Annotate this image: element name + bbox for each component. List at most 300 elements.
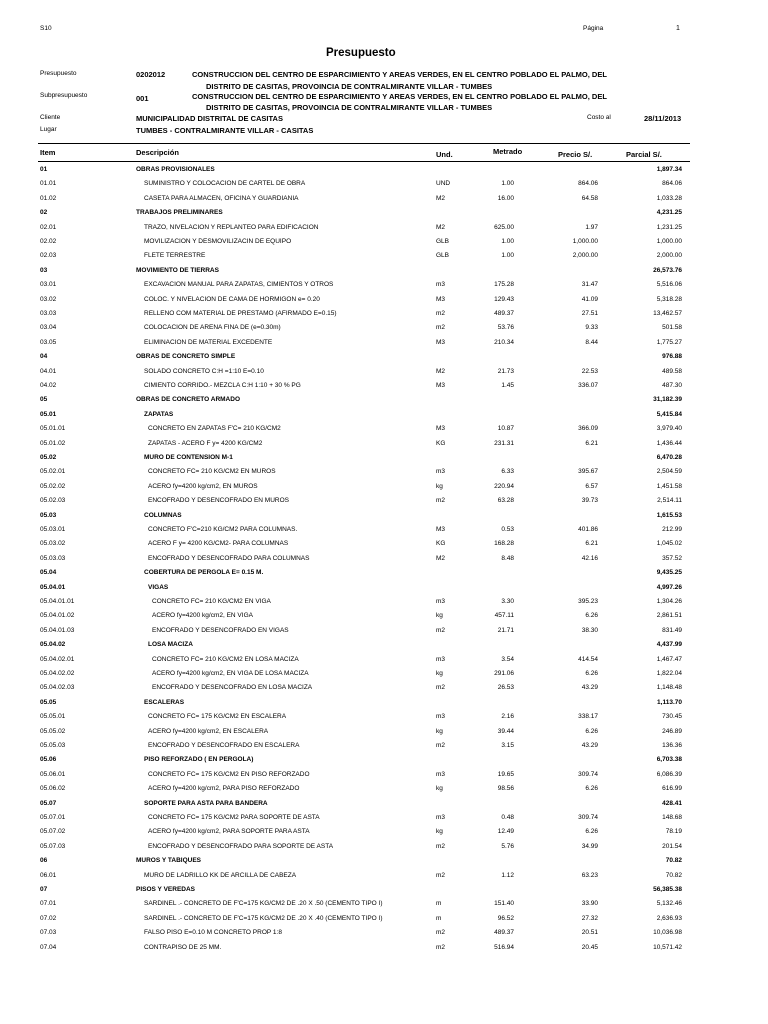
row-parcial: 2,504.59 — [656, 468, 682, 476]
table-row — [0, 653, 768, 667]
row-parcial: 1,113.70 — [657, 698, 682, 706]
row-description: OBRAS PROVISIONALES — [136, 166, 215, 173]
table-group-row — [0, 393, 768, 407]
row-unit: M2 — [436, 194, 446, 202]
row-unit: kg — [436, 785, 443, 793]
row-description: CONCRETO FC= 175 KG/CM2 EN PISO REFORZADO — [148, 770, 310, 778]
col-header-parcial: Parcial S/. — [626, 150, 662, 159]
row-parcial: 616.99 — [662, 785, 682, 793]
row-precio: 43.29 — [581, 742, 598, 749]
row-metrado: 63.28 — [497, 497, 514, 505]
table-row — [0, 480, 768, 494]
row-item-code: 04.02 — [40, 382, 57, 389]
row-item-code: 07.04 — [40, 943, 57, 951]
row-item-code: 03.04 — [40, 324, 57, 332]
row-unit: M3 — [436, 382, 446, 389]
row-parcial: 1,775.27 — [656, 338, 682, 346]
row-unit: GLB — [436, 252, 450, 260]
row-description: MUROS Y TABIQUES — [136, 857, 202, 865]
row-unit: m — [436, 914, 442, 922]
table-group-row — [0, 854, 768, 868]
row-item-code: 05.02.01 — [40, 468, 66, 476]
row-metrado: 1.00 — [501, 180, 514, 188]
row-description: ENCOFRADO Y DESENCOFRADO PARA SOPORTE DE ASTA — [148, 842, 334, 850]
row-item-code: 06 — [40, 857, 48, 865]
presupuesto-label: Presupuesto — [40, 70, 77, 77]
row-description: PISO REFORZADO ( EN PERGOLA) — [144, 756, 254, 764]
row-metrado: 231.31 — [494, 439, 514, 447]
row-parcial: 1,822.04 — [656, 670, 682, 677]
table-row — [0, 681, 768, 695]
row-precio: 63.23 — [581, 871, 598, 879]
row-metrado: 2.16 — [501, 713, 514, 721]
row-item-code: 05.05.01 — [40, 713, 66, 721]
row-unit: GLB — [436, 238, 450, 245]
table-row — [0, 379, 768, 393]
row-item-code: 05.02.02 — [40, 482, 66, 490]
col-header-precio: Precio S/. — [558, 150, 593, 159]
row-metrado: 5.76 — [501, 842, 514, 850]
row-unit: m2 — [436, 742, 446, 749]
row-unit: M2 — [436, 367, 446, 375]
row-item-code: 05 — [40, 396, 48, 404]
row-unit: M3 — [436, 338, 446, 346]
row-parcial: 56,385.38 — [653, 886, 682, 893]
table-group-row — [0, 206, 768, 220]
row-parcial: 148.68 — [662, 814, 682, 821]
row-item-code: 02.02 — [40, 238, 57, 245]
row-item-code: 05.02 — [40, 454, 57, 461]
row-parcial: 3,979.40 — [656, 425, 682, 433]
row-item-code: 03.03 — [40, 310, 57, 317]
row-precio: 9.33 — [585, 324, 598, 332]
row-item-code: 05.07 — [40, 799, 57, 807]
row-item-code: 03 — [40, 266, 48, 274]
row-precio: 1.97 — [585, 223, 598, 231]
row-metrado: 1.12 — [501, 871, 514, 879]
row-description: ACERO F y= 4200 KG/CM2- PARA COLUMNAS — [148, 540, 289, 548]
row-item-code: 05.04.02.01 — [40, 655, 75, 663]
table-row — [0, 840, 768, 854]
row-parcial: 831.49 — [662, 626, 682, 634]
row-precio: 41.09 — [581, 295, 598, 303]
row-description: CONCRETO FC= 175 KG/CM2 EN ESCALERA — [148, 713, 287, 721]
row-parcial: 501.58 — [662, 324, 682, 332]
row-precio: 6.26 — [585, 785, 598, 793]
table-row — [0, 725, 768, 739]
row-item-code: 05.04.02.02 — [40, 670, 75, 677]
presupuesto-desc-line1: CONSTRUCCION DEL CENTRO DE ESPARCIMIENTO Y AREAS VERDES, EN EL CENTRO POBLADO EL PALMO, DEL — [192, 70, 607, 79]
col-header-und: Und. — [436, 150, 453, 159]
row-description: ELIMINACION DE MATERIAL EXCEDENTE — [144, 338, 273, 346]
table-row — [0, 552, 768, 566]
row-parcial: 5,132.46 — [656, 900, 682, 908]
row-precio: 27.32 — [581, 914, 598, 922]
table-group-row — [0, 883, 768, 897]
row-metrado: 151.40 — [494, 900, 514, 908]
row-description: COBERTURA DE PERGOLA E= 0.15 M. — [144, 569, 264, 577]
page-number: 1 — [676, 25, 680, 32]
row-description: MURO DE LADRILLO KK DE ARCILLA DE CABEZA — [144, 871, 297, 879]
row-description: ZAPATAS — [144, 410, 174, 418]
row-metrado: 98.56 — [497, 785, 514, 793]
row-parcial: 976.88 — [662, 353, 682, 361]
table-row — [0, 595, 768, 609]
row-parcial: 212.99 — [662, 526, 682, 533]
subpresupuesto-label: Subpresupuesto — [40, 92, 88, 99]
row-item-code: 02.03 — [40, 252, 57, 260]
row-unit: m2 — [436, 929, 446, 937]
table-group-row — [0, 509, 768, 523]
row-unit: m3 — [436, 713, 446, 721]
table-group-row — [0, 408, 768, 422]
row-precio: 395.67 — [578, 468, 598, 476]
row-description: ZAPATAS - ACERO F y= 4200 KG/CM2 — [148, 439, 263, 447]
row-description: CONCRETO FC= 210 KG/CM2 EN VIGA — [152, 598, 271, 605]
row-unit: m3 — [436, 814, 446, 821]
row-precio: 33.90 — [581, 900, 598, 908]
row-parcial: 10,571.42 — [653, 943, 682, 951]
row-parcial: 864.06 — [662, 180, 682, 188]
table-row — [0, 465, 768, 479]
table-group-row — [0, 797, 768, 811]
row-parcial: 5,516.06 — [656, 281, 682, 289]
row-precio: 6.57 — [585, 482, 598, 490]
row-precio: 864.06 — [578, 180, 598, 188]
row-description: ENCOFRADO Y DESENCOFRADO EN LOSA MACIZA — [152, 684, 313, 692]
row-unit: m3 — [436, 655, 446, 663]
row-description: CIMIENTO CORRIDO.- MEZCLA C:H 1:10 + 30 % PG — [144, 382, 301, 389]
table-row — [0, 739, 768, 753]
table-row — [0, 321, 768, 335]
row-parcial: 2,514.11 — [657, 497, 682, 505]
row-description: TRABAJOS PRELIMINARES — [136, 209, 223, 217]
row-item-code: 07.01 — [40, 900, 57, 908]
row-precio: 2,000.00 — [572, 252, 598, 260]
row-metrado: 3.30 — [501, 598, 514, 605]
row-precio: 366.09 — [578, 425, 598, 433]
row-item-code: 05.07.03 — [40, 842, 66, 850]
row-metrado: 516.94 — [494, 943, 514, 951]
row-unit: m2 — [436, 842, 446, 850]
row-description: OBRAS DE CONCRETO ARMADO — [136, 396, 241, 404]
row-description: CONCRETO F'C=210 KG/CM2 PARA COLUMNAS. — [148, 526, 298, 533]
row-description: ENCOFRADO Y DESENCOFRADO EN VIGAS — [152, 626, 289, 634]
row-unit: KG — [436, 540, 446, 548]
row-description: SOLADO CONCRETO C:H =1:10 E=0.10 — [144, 367, 264, 375]
row-item-code: 05.04.01 — [40, 583, 66, 591]
row-parcial: 4,231.25 — [656, 209, 682, 217]
table-row — [0, 235, 768, 249]
subpresupuesto-desc-line2: DISTRITO DE CASITAS, PROVOINCIA DE CONTRALMIRANTE VILLAR - TUMBES — [206, 103, 493, 112]
row-description: ACERO fy=4200 kg/cm2, EN MUROS — [148, 482, 258, 490]
row-precio: 414.54 — [578, 655, 598, 663]
row-precio: 336.07 — [578, 382, 598, 389]
row-description: CASETA PARA ALMACEN, OFICINA Y GUARDIANIA — [144, 194, 299, 202]
row-item-code: 05.04 — [40, 569, 57, 577]
row-precio: 22.53 — [581, 367, 598, 375]
row-item-code: 05.04.01.02 — [40, 612, 75, 620]
subpresupuesto-desc-line1: CONSTRUCCION DEL CENTRO DE ESPARCIMIENTO Y AREAS VERDES, EN EL CENTRO POBLADO EL PALMO, DEL — [192, 92, 607, 101]
row-item-code: 03.01 — [40, 281, 57, 289]
row-item-code: 05.07.01 — [40, 814, 66, 821]
col-header-descripcion: Descripción — [136, 148, 179, 157]
presupuesto-desc-line2: DISTRITO DE CASITAS, PROVOINCIA DE CONTRALMIRANTE VILLAR - TUMBES — [206, 82, 493, 91]
row-unit: M3 — [436, 425, 446, 433]
row-metrado: 39.44 — [497, 727, 514, 735]
row-description: EXCAVACION MANUAL PARA ZAPATAS, CIMIENTOS Y OTROS — [144, 281, 334, 289]
row-description: ENCOFRADO Y DESENCOFRADO EN ESCALERA — [148, 742, 300, 749]
table-row — [0, 869, 768, 883]
row-metrado: 457.11 — [494, 612, 514, 620]
table-header-top-rule — [38, 143, 690, 144]
cliente-value: MUNICIPALIDAD DISTRITAL DE CASITAS — [136, 114, 283, 123]
row-unit: M2 — [436, 554, 446, 562]
table-group-row — [0, 696, 768, 710]
row-metrado: 3.15 — [501, 742, 514, 749]
row-precio: 31.47 — [581, 281, 598, 289]
row-parcial: 1,436.44 — [656, 439, 682, 447]
row-parcial: 31,182.39 — [653, 396, 682, 404]
row-parcial: 1,451.58 — [656, 482, 682, 490]
table-group-row — [0, 451, 768, 465]
lugar-label: Lugar — [40, 126, 57, 133]
col-header-metrado: Metrado — [493, 147, 523, 156]
row-metrado: 1.00 — [501, 238, 514, 245]
row-metrado: 19.65 — [497, 770, 514, 778]
lugar-value: TUMBES - CONTRALMIRANTE VILLAR - CASITAS — [136, 126, 314, 135]
table-row — [0, 177, 768, 191]
cliente-label: Cliente — [40, 114, 61, 121]
row-item-code: 05.01.01 — [40, 425, 66, 433]
row-item-code: 05.03 — [40, 511, 57, 519]
costo-date: 28/11/2013 — [644, 114, 682, 123]
row-description: ENCOFRADO Y DESENCOFRADO PARA COLUMNAS — [148, 554, 310, 562]
row-description: ACERO fy=4200 kg/cm2, PARA PISO REFORZADO — [148, 785, 300, 793]
row-item-code: 05.07.02 — [40, 828, 66, 836]
row-item-code: 05.02.03 — [40, 497, 66, 505]
table-group-row — [0, 163, 768, 177]
row-parcial: 6,470.28 — [656, 454, 682, 461]
row-item-code: 04.01 — [40, 367, 57, 375]
row-item-code: 05.06.01 — [40, 770, 66, 778]
row-metrado: 291.06 — [494, 670, 514, 677]
row-item-code: 05.06.02 — [40, 785, 66, 793]
row-parcial: 1,897.34 — [656, 166, 682, 173]
row-item-code: 04 — [40, 353, 48, 361]
table-row — [0, 912, 768, 926]
row-item-code: 05.04.02.03 — [40, 684, 75, 692]
row-description: CONCRETO EN ZAPATAS F'C= 210 KG/CM2 — [148, 425, 281, 433]
row-metrado: 489.37 — [494, 310, 514, 317]
table-row — [0, 437, 768, 451]
table-row — [0, 537, 768, 551]
row-parcial: 70.82 — [665, 857, 682, 865]
row-item-code: 05.05.02 — [40, 727, 66, 735]
row-parcial: 5,415.84 — [656, 410, 682, 418]
row-unit: m2 — [436, 943, 446, 951]
row-description: MOVIMIENTO DE TIERRAS — [136, 266, 219, 274]
table-row — [0, 609, 768, 623]
row-parcial: 428.41 — [662, 799, 682, 807]
table-group-row — [0, 350, 768, 364]
costo-label: Costo al — [587, 114, 611, 121]
row-parcial: 78.19 — [665, 828, 682, 836]
row-parcial: 201.54 — [662, 842, 682, 850]
subpresupuesto-code: 001 — [136, 94, 149, 103]
page-title: Presupuesto — [326, 47, 396, 59]
report-code: S10 — [40, 25, 52, 32]
row-parcial: 136.36 — [662, 742, 682, 749]
table-group-row — [0, 638, 768, 652]
row-description: SARDINEL .- CONCRETO DE F'C=175 KG/CM2 DE .20 X .40 (CEMENTO TIPO I) — [144, 914, 383, 922]
row-unit: M3 — [436, 526, 446, 533]
table-row — [0, 422, 768, 436]
row-description: COLOC. Y NIVELACION DE CAMA DE HORMIGON e= 0.20 — [144, 295, 320, 303]
row-parcial: 4,437.99 — [656, 641, 682, 649]
row-precio: 6.26 — [585, 670, 598, 677]
row-metrado: 1.00 — [501, 252, 514, 260]
row-precio: 338.17 — [578, 713, 598, 721]
row-precio: 6.26 — [585, 828, 598, 836]
row-description: SUMINISTRO Y COLOCACION DE CARTEL DE OBRA — [144, 180, 306, 188]
row-parcial: 6,703.38 — [656, 756, 682, 764]
row-metrado: 175.28 — [494, 281, 514, 289]
row-item-code: 01.01 — [40, 180, 57, 188]
row-unit: KG — [436, 439, 446, 447]
row-item-code: 02 — [40, 209, 48, 217]
row-item-code: 03.02 — [40, 295, 57, 303]
row-parcial: 6,086.39 — [656, 770, 682, 778]
row-precio: 6.21 — [585, 540, 598, 548]
table-row — [0, 307, 768, 321]
row-description: ACERO fy=4200 kg/cm2, EN ESCALERA — [148, 727, 269, 735]
row-item-code: 05.05 — [40, 698, 57, 706]
row-item-code: 05.01.02 — [40, 439, 66, 447]
table-row — [0, 249, 768, 263]
row-description: FLETE TERRESTRE — [144, 252, 206, 260]
table-row — [0, 624, 768, 638]
row-unit: m — [436, 900, 442, 908]
row-parcial: 1,148.48 — [656, 684, 682, 692]
row-parcial: 246.89 — [662, 727, 682, 735]
row-metrado: 210.34 — [494, 338, 514, 346]
row-description: FALSO PISO E=0.10 M CONCRETO PROP 1:8 — [144, 929, 282, 937]
row-unit: m2 — [436, 871, 446, 879]
row-item-code: 07 — [40, 886, 48, 893]
row-metrado: 53.76 — [497, 324, 514, 332]
row-precio: 38.30 — [581, 626, 598, 634]
row-parcial: 1,231.25 — [656, 223, 682, 231]
row-description: CONCRETO FC= 175 KG/CM2 PARA SOPORTE DE ASTA — [148, 814, 320, 821]
row-parcial: 489.58 — [662, 367, 682, 375]
row-metrado: 10.87 — [497, 425, 514, 433]
row-precio: 309.74 — [578, 770, 598, 778]
row-unit: kg — [436, 482, 443, 490]
page-label: Página — [583, 25, 604, 32]
row-unit: kg — [436, 828, 443, 836]
row-unit: m2 — [436, 684, 446, 692]
row-parcial: 4,997.26 — [656, 583, 682, 591]
row-metrado: 0.48 — [501, 814, 514, 821]
row-description: ACERO fy=4200 kg/cm2, EN VIGA DE LOSA MACIZA — [152, 670, 309, 677]
row-description: ENCOFRADO Y DESENCOFRADO EN MUROS — [148, 497, 289, 505]
row-unit: m3 — [436, 468, 446, 476]
table-row — [0, 667, 768, 681]
row-parcial: 1,033.28 — [656, 194, 682, 202]
row-parcial: 2,000.00 — [656, 252, 682, 260]
row-unit: m2 — [436, 626, 446, 634]
table-row — [0, 336, 768, 350]
row-unit: m3 — [436, 598, 446, 605]
row-description: RELLENO COM MATERIAL DE PRESTAMO (AFIRMADO E=0.15) — [144, 310, 337, 317]
table-row — [0, 768, 768, 782]
row-description: COLUMNAS — [144, 511, 182, 519]
row-parcial: 1,045.02 — [656, 540, 682, 548]
table-group-row — [0, 581, 768, 595]
row-parcial: 1,615.53 — [656, 511, 682, 519]
row-parcial: 13,462.57 — [653, 310, 682, 317]
row-metrado: 8.48 — [501, 554, 514, 562]
table-row — [0, 710, 768, 724]
row-item-code: 05.04.02 — [40, 641, 66, 649]
row-description: COLOCACION DE ARENA FINA DE (e=0.30m) — [144, 324, 281, 332]
row-parcial: 2,861.51 — [656, 612, 682, 620]
row-unit: kg — [436, 727, 443, 735]
row-item-code: 02.01 — [40, 223, 57, 231]
table-row — [0, 811, 768, 825]
row-item-code: 05.03.01 — [40, 526, 66, 533]
table-row — [0, 221, 768, 235]
row-metrado: 16.00 — [497, 194, 514, 202]
row-metrado: 1.45 — [501, 382, 514, 389]
row-unit: m2 — [436, 324, 446, 332]
row-description: OBRAS DE CONCRETO SIMPLE — [136, 353, 236, 361]
row-precio: 309.74 — [578, 814, 598, 821]
row-metrado: 26.53 — [497, 684, 514, 692]
table-row — [0, 825, 768, 839]
row-description: TRAZO, NIVELACION Y REPLANTEO PARA EDIFICACION — [144, 223, 319, 231]
row-unit: m3 — [436, 281, 446, 289]
row-unit: m2 — [436, 310, 446, 317]
row-precio: 6.26 — [585, 612, 598, 620]
row-unit: m2 — [436, 497, 446, 505]
row-metrado: 12.49 — [497, 828, 514, 836]
row-precio: 20.51 — [581, 929, 598, 937]
row-unit: kg — [436, 612, 443, 620]
row-item-code: 05.06 — [40, 756, 57, 764]
row-parcial: 1,000.00 — [656, 238, 682, 245]
row-precio: 395.23 — [578, 598, 598, 605]
row-item-code: 05.05.03 — [40, 742, 66, 749]
table-row — [0, 293, 768, 307]
row-precio: 39.73 — [581, 497, 598, 505]
row-description: CONTRAPISO DE 25 MM. — [144, 943, 222, 951]
row-item-code: 07.02 — [40, 914, 57, 922]
row-item-code: 05.03.03 — [40, 554, 66, 562]
row-description: VIGAS — [148, 583, 169, 591]
row-description: ESCALERAS — [144, 698, 185, 706]
row-parcial: 487.30 — [662, 382, 682, 389]
row-unit: kg — [436, 670, 443, 677]
row-precio: 42.16 — [581, 554, 598, 562]
row-unit: M3 — [436, 295, 446, 303]
row-parcial: 357.52 — [662, 554, 682, 562]
row-metrado: 21.71 — [497, 626, 514, 634]
row-parcial: 2,636.93 — [656, 914, 682, 922]
row-parcial: 1,304.26 — [656, 598, 682, 605]
row-description: ACERO fy=4200 kg/cm2, PARA SOPORTE PARA ASTA — [148, 828, 310, 836]
